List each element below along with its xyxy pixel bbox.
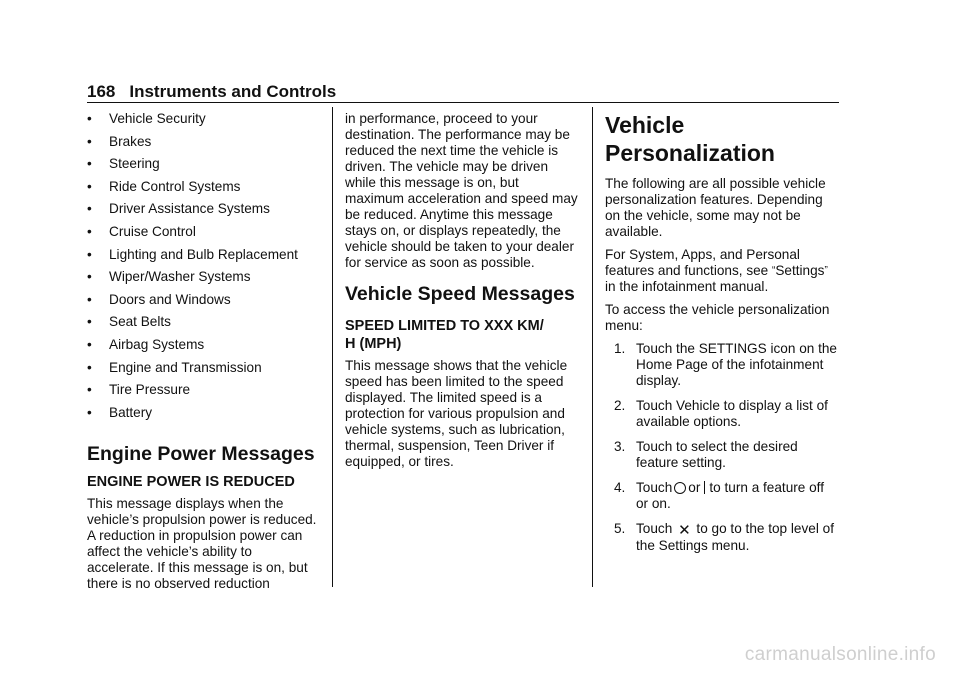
bullet-icon: • bbox=[87, 178, 92, 194]
column-divider-2 bbox=[592, 107, 593, 587]
section-title: Instruments and Controls bbox=[129, 82, 337, 101]
step-number: 3. bbox=[614, 439, 626, 454]
bullet-icon: • bbox=[87, 246, 92, 262]
list-item bbox=[87, 224, 319, 247]
subheading-line-2: H (MPH) bbox=[345, 336, 402, 352]
steps-list bbox=[605, 341, 837, 554]
list-item-text: Airbag Systems bbox=[109, 336, 205, 352]
see-text: For System, Apps, and Personal features and functions, see bbox=[605, 247, 800, 278]
see-after-text: in the infotainment manual. bbox=[605, 279, 769, 294]
quote-close-icon: ” bbox=[824, 265, 828, 276]
list-item bbox=[87, 292, 319, 315]
step-number: 5. bbox=[614, 521, 626, 536]
page-number: 168 bbox=[87, 82, 116, 101]
step-item bbox=[605, 521, 837, 554]
list-item-text: Engine and Transmission bbox=[109, 359, 262, 375]
bullet-icon: • bbox=[87, 133, 92, 149]
step-text: to turn a feature off or on. bbox=[636, 480, 824, 511]
column-3 bbox=[605, 111, 837, 563]
see-reference-paragraph bbox=[605, 247, 837, 295]
step-number: 2. bbox=[614, 398, 626, 413]
page-header bbox=[87, 82, 839, 102]
bullet-icon: • bbox=[87, 359, 92, 375]
access-paragraph: To access the vehicle personalization menu: bbox=[605, 302, 830, 333]
column-divider-1 bbox=[332, 107, 333, 587]
step-number: 1. bbox=[614, 341, 626, 356]
bullet-icon: • bbox=[87, 404, 92, 420]
step-item bbox=[605, 398, 837, 430]
step-text: Touch bbox=[636, 480, 673, 495]
column-1 bbox=[87, 111, 319, 599]
list-item bbox=[87, 382, 319, 405]
list-item bbox=[87, 405, 319, 428]
list-item-text: Doors and Windows bbox=[109, 291, 231, 307]
step-item bbox=[605, 480, 837, 512]
settings-reference: Settings bbox=[775, 263, 825, 278]
speed-limited-paragraph: This message shows that the vehicle speed has been limited to the speed displayed. The limited speed is a protection for various propulsion and vehicle systems, such as lubrication, thermal, suspension, Teen Driver if equipped, or tires. bbox=[345, 358, 568, 469]
list-item bbox=[87, 360, 319, 383]
step-text: Touch the SETTINGS icon on the Home Page of the infotainment display. bbox=[636, 341, 837, 388]
list-item-text: Tire Pressure bbox=[109, 382, 191, 398]
list-item bbox=[87, 269, 319, 292]
close-icon: ✕ bbox=[678, 522, 691, 539]
system-list bbox=[87, 111, 319, 427]
bullet-icon: • bbox=[87, 269, 92, 285]
list-item-text: Brakes bbox=[109, 133, 152, 149]
list-item-text: Driver Assistance Systems bbox=[109, 201, 270, 217]
step-number: 4. bbox=[614, 480, 626, 495]
engine-power-paragraph-continued: in performance, proceed to your destination. The performance may be reduced the next time the vehicle is driven. The vehicle may be driven while this message is on, but maximum acceleration and speed may be reduced. Anytime this message stays on, or displays repeatedly, the vehicle should be taken to your dealer for service as soon as possible. bbox=[345, 111, 578, 270]
list-item bbox=[87, 337, 319, 360]
list-item-text: Steering bbox=[109, 156, 160, 172]
list-item-text: Seat Belts bbox=[109, 314, 171, 330]
speed-limited-subheading bbox=[345, 317, 581, 353]
list-item-text: Vehicle Security bbox=[109, 111, 206, 126]
heading-line-2: Personalization bbox=[605, 140, 775, 166]
engine-power-heading: Engine Power Messages bbox=[87, 443, 315, 466]
bullet-icon: • bbox=[87, 291, 92, 307]
list-item bbox=[87, 201, 319, 224]
step-text: Touch to select the desired feature setting. bbox=[636, 439, 798, 470]
watermark: carmanualsonline.info bbox=[744, 644, 936, 665]
list-item-text: Cruise Control bbox=[109, 223, 196, 239]
bullet-icon: • bbox=[87, 314, 92, 330]
step-text: or bbox=[688, 480, 701, 495]
column-2 bbox=[345, 111, 581, 477]
toggle-on-icon bbox=[704, 481, 705, 494]
step-text: Touch bbox=[636, 521, 673, 536]
subheading-line-1: SPEED LIMITED TO XXX KM/ bbox=[345, 318, 544, 334]
list-item bbox=[87, 111, 319, 134]
step-text: Touch Vehicle to display a list of available options. bbox=[636, 398, 828, 429]
list-item bbox=[87, 134, 319, 157]
list-item bbox=[87, 156, 319, 179]
list-item-text: Ride Control Systems bbox=[109, 178, 241, 194]
quote-open-icon: “ bbox=[772, 265, 776, 276]
bullet-icon: • bbox=[87, 382, 92, 398]
engine-power-paragraph: This message displays when the vehicle’s propulsion power is reduced. A reduction in propulsion power can affect the vehicle’s ability to accelerate. If this message is on, but there is no observed reduction bbox=[87, 496, 317, 592]
bullet-icon: • bbox=[87, 201, 92, 217]
engine-power-subheading: ENGINE POWER IS REDUCED bbox=[87, 474, 295, 491]
intro-paragraph: The following are all possible vehicle personalization features. Depending on the vehicle, some may not be available. bbox=[605, 176, 826, 239]
bullet-icon: • bbox=[87, 156, 92, 172]
step-item bbox=[605, 341, 837, 389]
toggle-off-icon bbox=[674, 482, 686, 494]
list-item bbox=[87, 247, 319, 270]
heading-line-1: Vehicle bbox=[605, 112, 685, 138]
list-item-text: Wiper/Washer Systems bbox=[109, 269, 251, 285]
list-item bbox=[87, 314, 319, 337]
header-rule bbox=[87, 102, 839, 103]
list-item bbox=[87, 179, 319, 202]
bullet-icon: • bbox=[87, 111, 92, 126]
bullet-icon: • bbox=[87, 336, 92, 352]
list-item-text: Battery bbox=[109, 404, 153, 420]
step-text: to go to the top level of the Settings menu. bbox=[636, 521, 834, 553]
step-item bbox=[605, 439, 837, 471]
bullet-icon: • bbox=[87, 223, 92, 239]
vehicle-personalization-heading bbox=[605, 111, 837, 167]
vehicle-speed-heading: Vehicle Speed Messages bbox=[345, 283, 575, 305]
list-item-text: Lighting and Bulb Replacement bbox=[109, 246, 298, 262]
